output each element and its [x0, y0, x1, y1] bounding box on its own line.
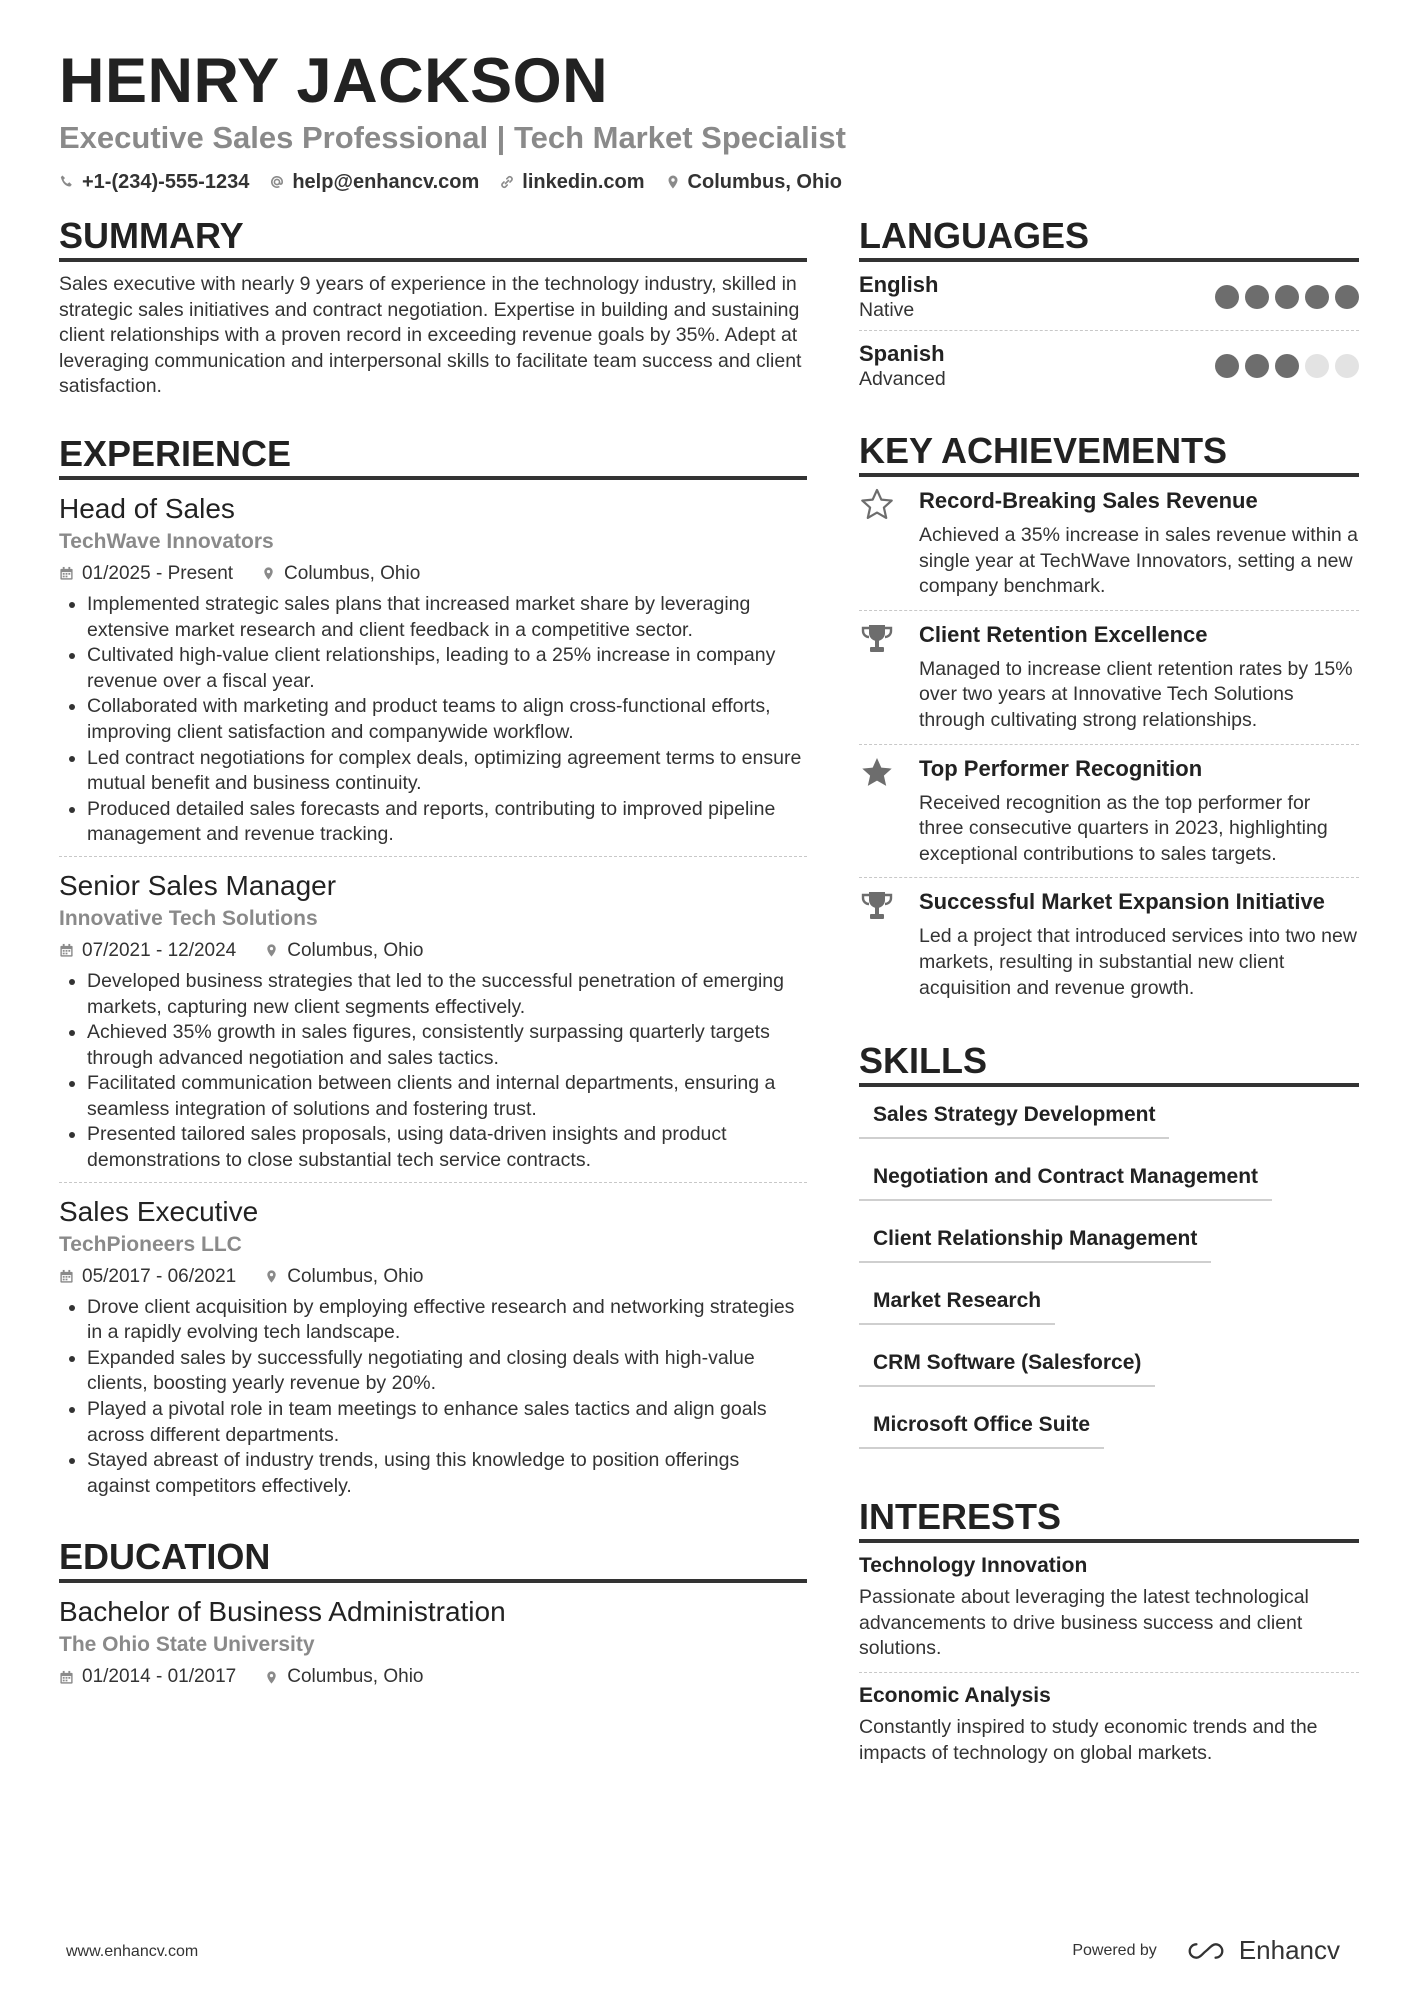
job-location-text: Columbus, Ohio: [287, 1265, 424, 1287]
contact-location: [665, 170, 842, 194]
trophy-icon: [859, 888, 895, 924]
job-entry: [59, 857, 807, 1183]
job-bullets: [59, 1295, 807, 1500]
job-meta: [59, 562, 807, 586]
language-item: [859, 262, 1359, 331]
education-location: [264, 1665, 423, 1689]
job-company: TechPioneers LLC: [59, 1232, 242, 1256]
job-dates: [59, 562, 233, 586]
job-bullet: • Cultivated high-value client relationships, leading to a 25% increase in company revenue over a fiscal year.: [87, 643, 807, 694]
language-info: [859, 341, 946, 391]
job-location-text: Columbus, Ohio: [287, 939, 424, 961]
job-title: Head of Sales: [59, 492, 235, 524]
link-icon: [499, 174, 515, 190]
job-title: Sales Executive: [59, 1195, 259, 1227]
phone-icon: [59, 174, 75, 190]
contact-linkedin-text: linkedin.com: [522, 171, 645, 193]
job-bullets: [59, 969, 807, 1174]
resume-header: [59, 46, 1359, 194]
experience-heading: EXPERIENCE: [59, 432, 807, 480]
education-meta: [59, 1665, 807, 1689]
language-rating: [1215, 354, 1359, 378]
job-location: [264, 939, 423, 963]
rating-dot-filled: [1335, 285, 1359, 309]
skill-tag: Microsoft Office Suite: [859, 1405, 1104, 1449]
skill-tag: Client Relationship Management: [859, 1219, 1211, 1263]
map-pin-icon: [665, 174, 681, 190]
rating-dot-filled: [1215, 285, 1239, 309]
achievement-icon-wrap: [859, 888, 903, 1001]
contact-phone[interactable]: [59, 170, 249, 194]
candidate-subtitle: Executive Sales Professional | Tech Market Specialist: [59, 120, 846, 155]
candidate-name: HENRY JACKSON: [59, 46, 609, 116]
job-dates: [59, 1265, 236, 1289]
job-bullet: • Drove client acquisition by employing effective research and networking strategies in a rapidly evolving tech landscape.: [87, 1295, 807, 1346]
achievement-desc: Received recognition as the top performer for three consecutive quarters in 2023, highlighting exceptional contributions to sales targets.: [919, 791, 1328, 865]
achievement-icon-wrap: [859, 755, 903, 868]
job-company: Innovative Tech Solutions: [59, 906, 318, 930]
map-pin-icon: [264, 1269, 279, 1284]
interests-section: [859, 1495, 1359, 1776]
job-bullet: • Facilitated communication between clients and internal departments, ensuring a seamless integration of solutions and fostering trust.: [87, 1071, 807, 1122]
contact-phone-text: +1-(234)-555-1234: [82, 171, 250, 193]
job-location: [264, 1265, 423, 1289]
summary-section: [59, 214, 807, 400]
footer-website[interactable]: www.enhancv.com: [66, 1943, 199, 1960]
rating-dot-filled: [1275, 285, 1299, 309]
job-location: [261, 562, 420, 586]
achievement-title: Client Retention Excellence: [919, 621, 1208, 647]
language-level: Advanced: [859, 368, 946, 390]
language-name: English: [859, 272, 939, 297]
achievement-title: Record-Breaking Sales Revenue: [919, 488, 1258, 513]
education-location-text: Columbus, Ohio: [287, 1666, 424, 1688]
job-location-text: Columbus, Ohio: [284, 562, 421, 584]
enhancv-logo-icon: [1183, 1939, 1229, 1963]
map-pin-icon: [264, 943, 279, 958]
interest-item: [859, 1543, 1359, 1673]
achievement-desc: Achieved a 35% increase in sales revenue within a single year at TechWave Innovators, setting a new company benchmark.: [919, 524, 1359, 598]
language-item: [859, 331, 1359, 399]
rating-dot-filled: [1245, 285, 1269, 309]
skill-tag: Market Research: [859, 1281, 1055, 1325]
footer-branding: [1072, 1935, 1340, 1966]
education-dates: [59, 1665, 236, 1689]
achievement-item: [859, 477, 1359, 611]
achievement-icon-wrap: [859, 487, 903, 600]
calendar-icon: [59, 1670, 74, 1685]
job-entry: [59, 1183, 807, 1508]
skills-section: [859, 1039, 1359, 1467]
calendar-icon: [59, 566, 74, 581]
language-level: Native: [859, 299, 915, 321]
skill-tag: Negotiation and Contract Management: [859, 1157, 1272, 1201]
achievement-item: [859, 745, 1359, 879]
map-pin-icon: [261, 566, 276, 581]
achievement-desc: Led a project that introduced services into two new markets, resulting in substantial new client acquisition and revenue growth.: [919, 925, 1357, 999]
left-column: [59, 214, 807, 1725]
calendar-icon: [59, 943, 74, 958]
contact-linkedin[interactable]: [499, 170, 644, 194]
interest-title: Economic Analysis: [859, 1683, 1051, 1707]
contact-bar: [59, 170, 1359, 194]
calendar-icon: [59, 1269, 74, 1284]
education-dates-text: 01/2014 - 01/2017: [82, 1666, 237, 1688]
job-dates-text: 05/2017 - 06/2021: [82, 1265, 237, 1287]
education-section: [59, 1535, 807, 1697]
job-company: TechWave Innovators: [59, 529, 274, 553]
job-meta: [59, 939, 807, 963]
interest-desc: Constantly inspired to study economic trends and the impacts of technology on global markets.: [859, 1715, 1318, 1764]
rating-dot-empty: [1335, 354, 1359, 378]
achievement-title: Successful Market Expansion Initiative: [919, 889, 1325, 915]
at-sign-icon: [269, 174, 285, 190]
job-bullet: • Led contract negotiations for complex deals, optimizing agreement terms to ensure mutual benefit and business continuity.: [87, 746, 807, 797]
job-title: Senior Sales Manager: [59, 869, 337, 901]
job-dates-text: 01/2025 - Present: [82, 562, 234, 584]
achievement-item: [859, 878, 1359, 1011]
rating-dot-filled: [1305, 285, 1329, 309]
education-entry: [59, 1583, 807, 1697]
interest-item: [859, 1673, 1359, 1776]
achievement-content: [919, 487, 1359, 600]
skill-tag: CRM Software (Salesforce): [859, 1343, 1155, 1387]
achievement-title: Top Performer Recognition: [919, 755, 1203, 781]
job-bullet: • Presented tailored sales proposals, using data-driven insights and product demonstrations to close substantial tech service contracts.: [87, 1122, 807, 1173]
job-meta: [59, 1265, 807, 1289]
rating-dot-filled: [1245, 354, 1269, 378]
contact-email-text: help@enhancv.com: [292, 171, 480, 193]
job-bullet: • Played a pivotal role in team meetings to enhance sales tactics and align goals across different departments.: [87, 1397, 807, 1448]
job-dates: [59, 939, 236, 963]
achievement-content: [919, 888, 1359, 1001]
school-name: The Ohio State University: [59, 1633, 315, 1657]
achievement-desc: Managed to increase client retention rates by 15% over two years at Innovative Tech Solutions through cultivating strong relationships.: [919, 657, 1353, 731]
interest-title: Technology Innovation: [859, 1554, 1088, 1578]
job-bullet: • Stayed abreast of industry trends, using this knowledge to position offerings against competitors effectively.: [87, 1448, 807, 1499]
achievement-icon-wrap: [859, 621, 903, 734]
skill-tag: Sales Strategy Development: [859, 1095, 1169, 1139]
job-bullet: • Developed business strategies that led to the successful penetration of emerging markets, capturing new client segments effectively.: [87, 969, 807, 1020]
degree-title: Bachelor of Business Administration: [59, 1596, 506, 1628]
map-pin-icon: [264, 1670, 279, 1685]
skills-list: [859, 1095, 1359, 1467]
achievements-heading: KEY ACHIEVEMENTS: [859, 429, 1359, 477]
achievement-content: [919, 621, 1359, 734]
achievements-section: [859, 429, 1359, 1011]
powered-by-label: Powered by: [1072, 1941, 1157, 1959]
job-bullet: • Expanded sales by successfully negotiating and closing deals with high-value clients, boosting yearly revenue by 20%.: [87, 1346, 807, 1397]
language-info: [859, 272, 938, 322]
job-bullet: • Implemented strategic sales plans that increased market share by leveraging extensive market research and client feedback in a competitive sector.: [87, 592, 807, 643]
job-bullet: • Collaborated with marketing and product teams to align cross-functional efforts, improving client satisfaction and companywide workflow.: [87, 694, 807, 745]
brand-logo[interactable]: [1183, 1935, 1340, 1966]
language-rating: [1215, 285, 1359, 309]
languages-heading: LANGUAGES: [859, 214, 1359, 262]
job-bullet: • Produced detailed sales forecasts and reports, contributing to improved pipeline management and revenue tracking.: [87, 797, 807, 848]
achievement-item: [859, 611, 1359, 745]
skills-heading: SKILLS: [859, 1039, 1359, 1087]
language-name: Spanish: [859, 341, 945, 366]
rating-dot-filled: [1275, 354, 1299, 378]
job-entry: [59, 480, 807, 857]
star-filled-icon: [859, 755, 895, 791]
rating-dot-empty: [1305, 354, 1329, 378]
achievement-content: [919, 755, 1359, 868]
experience-section: [59, 432, 807, 1507]
job-bullets: [59, 592, 807, 848]
right-column: [859, 214, 1359, 1804]
languages-section: [859, 214, 1359, 399]
brand-name: Enhancv: [1238, 1935, 1340, 1965]
interests-heading: INTERESTS: [859, 1495, 1359, 1543]
contact-location-text: Columbus, Ohio: [687, 171, 842, 193]
summary-heading: SUMMARY: [59, 214, 807, 262]
star-outline-icon: [859, 487, 895, 523]
job-bullet: • Achieved 35% growth in sales figures, consistently surpassing quarterly targets through advanced negotiation and sales tactics.: [87, 1020, 807, 1071]
job-dates-text: 07/2021 - 12/2024: [82, 939, 237, 961]
interest-desc: Passionate about leveraging the latest technological advancements to drive business success and client solutions.: [859, 1586, 1309, 1660]
rating-dot-filled: [1215, 354, 1239, 378]
trophy-icon: [859, 621, 895, 657]
contact-email[interactable]: [269, 170, 479, 194]
summary-text: Sales executive with nearly 9 years of experience in the technology industry, skilled in strategic sales initiatives and contract negotiation. Expertise in building and sustaining client relationships with a proven record in exceeding revenue goals by 35%. Adept at leveraging communication and interpersonal skills to facilitate team success and client satisfaction.: [59, 273, 802, 398]
education-heading: EDUCATION: [59, 1535, 807, 1583]
